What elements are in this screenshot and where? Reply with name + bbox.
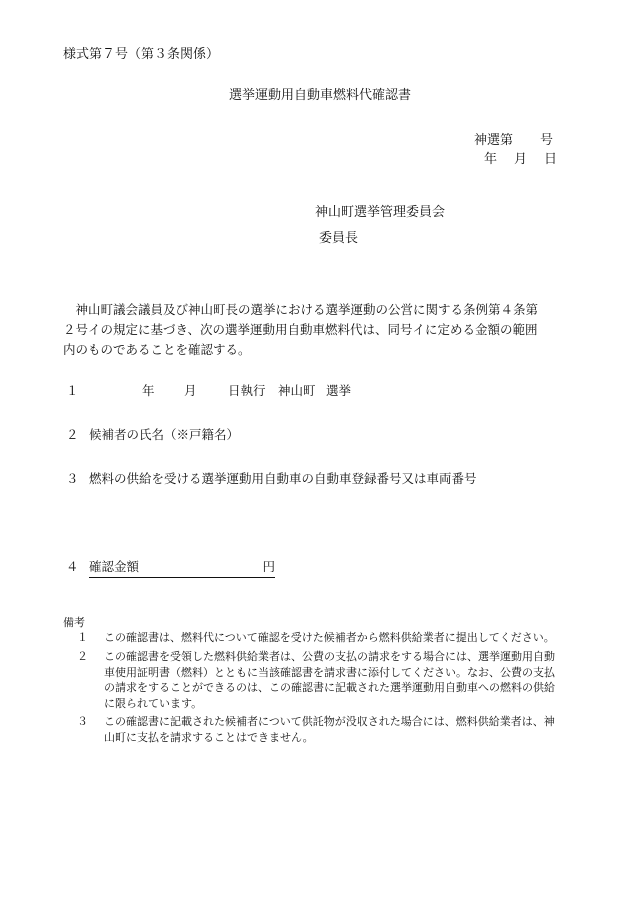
body-paragraph: [63, 300, 578, 360]
item1-execution: 日執行 神山町: [228, 383, 316, 398]
date-day: 日: [544, 152, 558, 167]
item-number: ３: [66, 471, 79, 486]
note-number: ３: [77, 715, 88, 728]
item-vehicle-number: [66, 470, 477, 488]
note-number: ２: [77, 650, 88, 663]
note-line: この確認書は、燃料代について確認を受けた候補者から燃料供給業者に提出してください。: [104, 631, 555, 644]
note-number: １: [77, 631, 88, 644]
note-line: に限られています。: [104, 696, 203, 710]
date-month: 月: [514, 152, 528, 167]
item2-label: 候補者の氏名（※戸籍名）: [89, 427, 240, 442]
note-line: 車使用証明書（燃料）とともに当該確認書を請求書に添付してください。なお、公費の支払: [104, 665, 555, 679]
date-year: 年: [484, 152, 498, 167]
item1-election: 選挙: [326, 383, 352, 398]
note-line: この確認書を受領した燃料供給業者は、公費の支払の請求をする場合には、選挙運動用自動: [104, 650, 555, 663]
amount-label: 確認金額: [89, 559, 140, 574]
item-number: ４: [66, 559, 79, 574]
item-number: １: [66, 383, 79, 398]
note-line: の請求をすることができるのは、この確認書に記載された選挙運動用自動車への燃料の供給: [104, 681, 555, 694]
item1-year: 年: [142, 383, 155, 398]
item-election-date: [66, 382, 351, 400]
note-line: この確認書に記載された候補者について供託物が没収された場合には、燃料供給業者は、神: [104, 715, 555, 728]
document-number-suffix: 号: [540, 133, 554, 148]
amount-field: [89, 558, 275, 578]
form-number: 様式第７号（第３条関係）: [63, 47, 220, 62]
item-confirmed-amount: [66, 558, 275, 578]
body-line: 内のものであることを確認する。: [63, 342, 251, 357]
document-number: [474, 132, 553, 150]
amount-unit: 円: [262, 559, 275, 574]
item1-month: 月: [184, 383, 197, 398]
item-candidate-name: [66, 426, 239, 444]
document-title: 選挙運動用自動車燃料代確認書: [228, 88, 411, 103]
notes-heading: 備考: [63, 616, 85, 629]
document-date: [484, 151, 557, 169]
body-line: ２号イの規定に基づき、次の選挙運動用自動車燃料代は、同号イに定める金額の範囲: [63, 322, 538, 337]
item-number: ２: [66, 427, 79, 442]
committee-name: 神山町選挙管理委員会: [315, 205, 446, 220]
body-line: 神山町議会議員及び神山町長の選挙における選挙運動の公営に関する条例第４条第: [63, 302, 539, 317]
note-line: 山町に支払を請求することはできません。: [104, 730, 314, 744]
chair-title: 委員長: [319, 231, 359, 246]
document-number-prefix: 神選第: [474, 133, 514, 148]
item3-label: 燃料の供給を受ける選挙運動用自動車の自動車登録番号又は車両番号: [89, 471, 477, 486]
